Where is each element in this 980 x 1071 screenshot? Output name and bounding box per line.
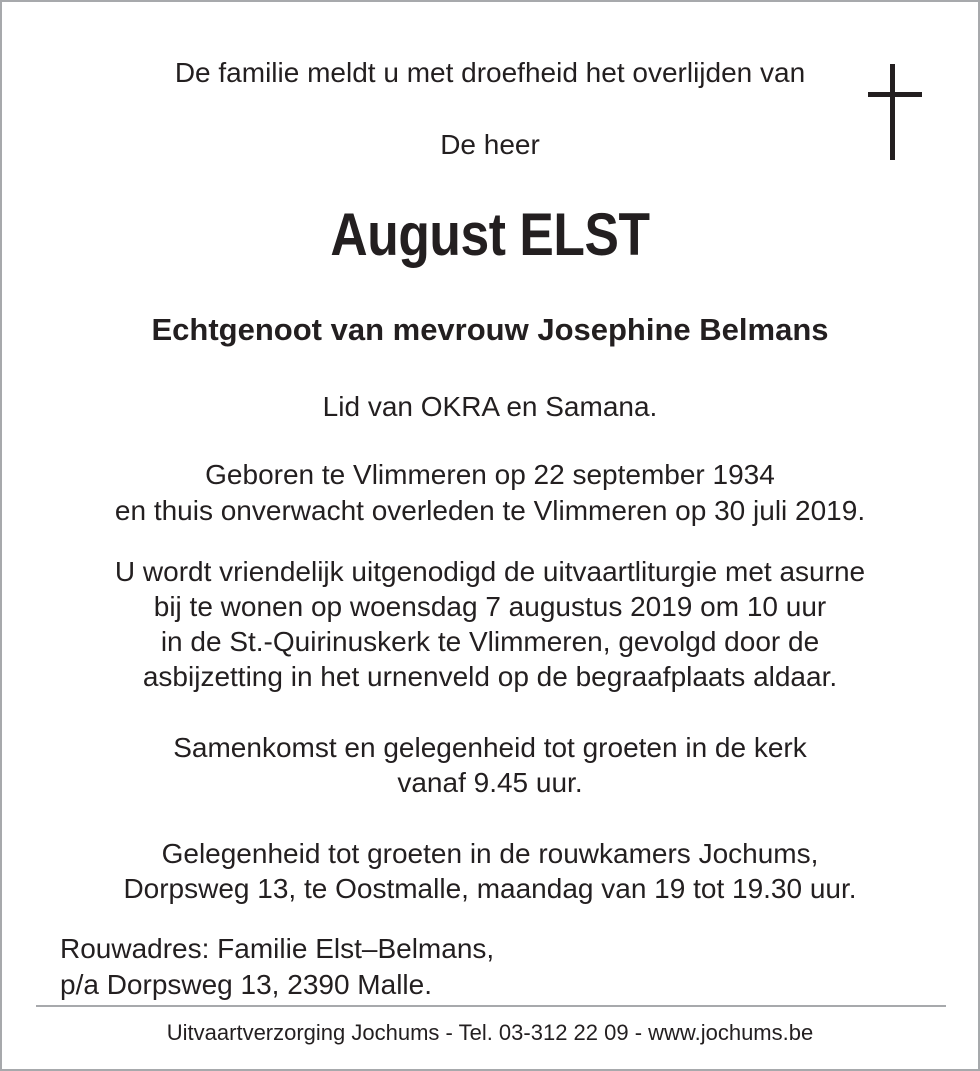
ceremony-line: in de St.-Quirinuskerk te Vlimmeren, gevolgd door de <box>160 626 820 657</box>
death-text: en thuis onverwacht overleden te Vlimmeren op 30 juli 2019. <box>114 495 866 526</box>
address-line: p/a Dorpsweg 13, 2390 Malle. <box>60 969 432 1000</box>
membership-text: Lid van OKRA en Samana. <box>322 391 658 422</box>
spouse-text: Echtgenoot van mevrouw Josephine Belmans <box>151 312 829 347</box>
footer-divider <box>36 1005 946 1007</box>
viewing-line: Gelegenheid tot groeten in de rouwkamers Jochums, <box>161 838 819 869</box>
viewing-line: Dorpsweg 13, te Oostmalle, maandag van 19 tot 19.30 uur. <box>123 873 857 904</box>
deceased-name: August ELST <box>330 201 650 268</box>
ceremony-line: asbijzetting in het urnenveld op de begraafplaats aldaar. <box>142 661 838 692</box>
title-text: De heer <box>440 129 540 160</box>
intro-text: De familie meldt u met droefheid het overlijden van <box>174 57 806 88</box>
footer-text: Uitvaartverzorging Jochums - Tel. 03-312 22 09 - www.jochums.be <box>166 1020 814 1045</box>
gathering-line: vanaf 9.45 uur. <box>397 767 583 798</box>
gathering-line: Samenkomst en gelegenheid tot groeten in de kerk <box>173 732 807 763</box>
ceremony-line: bij te wonen op woensdag 7 augustus 2019 om 10 uur <box>153 591 827 622</box>
ceremony-line: U wordt vriendelijk uitgenodigd de uitvaartliturgie met asurne <box>114 556 866 587</box>
address-line: Rouwadres: Familie Elst–Belmans, <box>60 933 495 964</box>
birth-text: Geboren te Vlimmeren op 22 september 1934 <box>205 459 775 490</box>
